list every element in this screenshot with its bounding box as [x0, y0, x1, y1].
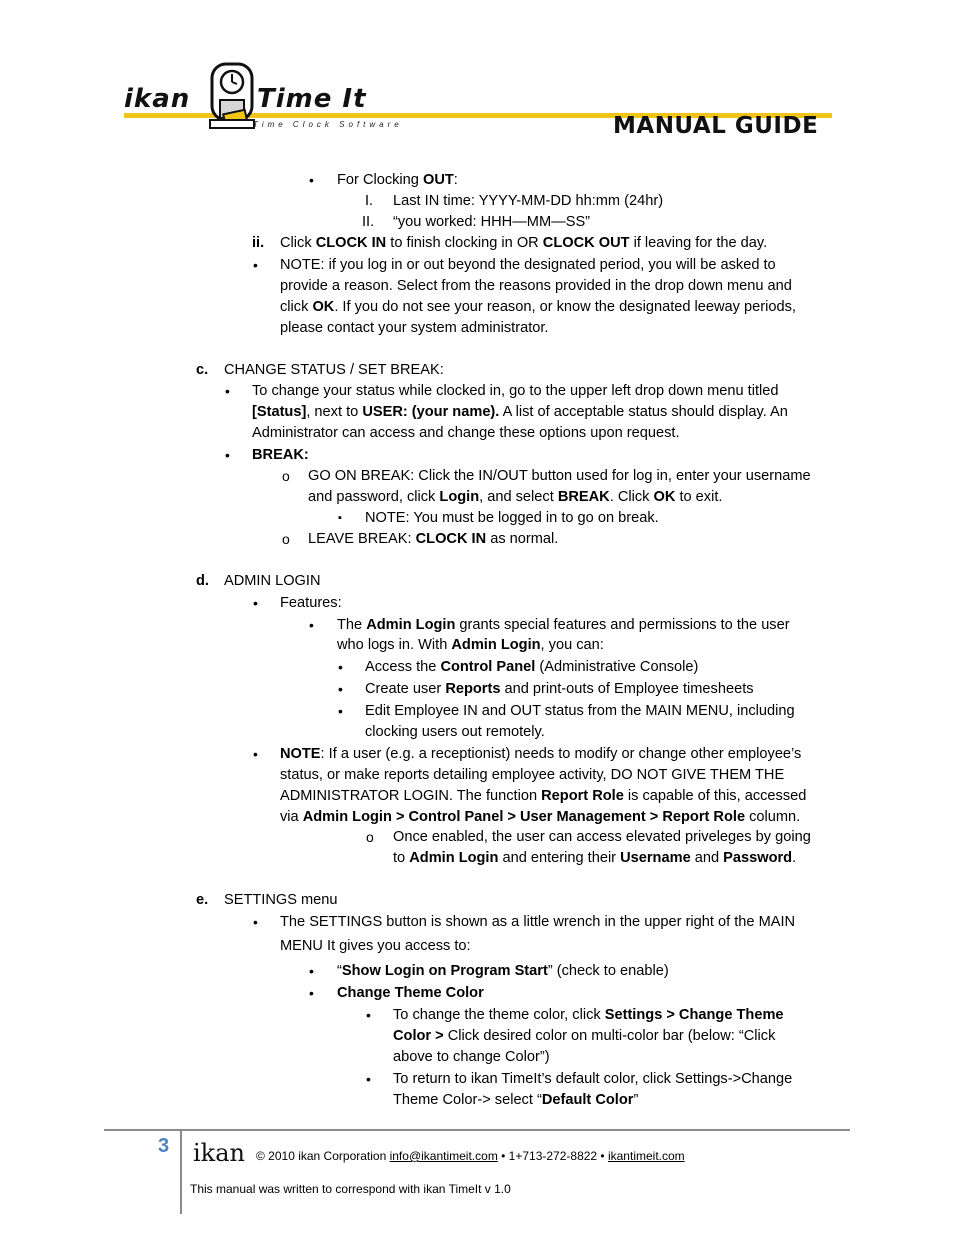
bullet-disc: •: [225, 447, 230, 463]
paragraph-line: to Admin Login and entering their Username and Password.: [393, 850, 797, 866]
bullet-disc: •: [338, 659, 343, 675]
paragraph-line: Color > Click desired color on multi-color bar (below: “Click: [393, 1028, 776, 1044]
paragraph-line: Once enabled, the user can access elevated priveleges by going: [393, 829, 811, 845]
footer-phone: • 1+713-272-8822 •: [497, 1149, 608, 1163]
paragraph-line: [Status], next to USER: (your name). A list of acceptable status should display. An: [252, 404, 788, 420]
paragraph-line: above to change Color”): [393, 1049, 550, 1065]
list-item-break: BREAK:: [252, 447, 309, 463]
list-item-leave-break: LEAVE BREAK: CLOCK IN as normal.: [308, 531, 559, 547]
list-item-click-clock-in: Click CLOCK IN to finish clocking in OR CLOCK OUT if leaving for the day.: [280, 235, 768, 251]
note-paragraph-line: please contact your system administrator.: [280, 320, 549, 336]
section-heading-settings: SETTINGS menu: [224, 892, 338, 908]
list-item-features: Features:: [280, 595, 342, 611]
list-item-show-login: “Show Login on Program Start” (check to enable): [337, 963, 669, 979]
bullet-square: ▪: [338, 512, 342, 524]
bullet-circle: o: [282, 531, 290, 547]
bullet-disc: •: [309, 172, 314, 188]
list-item-you-worked: “you worked: HHH—MM—SS”: [393, 214, 591, 230]
list-item-reports: Create user Reports and print-outs of Employee timesheets: [365, 681, 754, 697]
bullet-circle: o: [282, 468, 290, 484]
bullet-disc: •: [366, 1071, 371, 1087]
footer-vertical-divider: [180, 1131, 182, 1214]
paragraph-line: and password, click Login, and select BREAK. Click OK to exit.: [308, 489, 723, 505]
logo-tagline: Time Clock Software: [253, 120, 403, 129]
bullet-circle: o: [366, 829, 374, 845]
paragraph-line: To return to ikan TimeIt’s default color, click Settings->Change: [393, 1071, 793, 1087]
list-item-last-in: Last IN time: YYYY-MM-DD hh:mm (24hr): [393, 193, 664, 209]
paragraph-line: To change the theme color, click Settings > Change Theme: [393, 1007, 784, 1023]
list-item-control-panel: Access the Control Panel (Administrative Console): [365, 659, 699, 675]
footer-website-link[interactable]: ikantimeit.com: [607, 1149, 685, 1163]
note-paragraph-line: via Admin Login > Control Panel > User Management > Report Role column.: [280, 809, 801, 825]
bullet-disc: •: [309, 963, 314, 979]
list-number: I.: [365, 193, 374, 209]
document-title: MANUAL GUIDE: [613, 113, 819, 139]
section-letter: d.: [196, 573, 209, 589]
section-letter: c.: [196, 362, 209, 378]
footer-contact-line: [256, 1149, 685, 1164]
note-paragraph-line: status, or make reports detailing employee activity, DO NOT GIVE THEM THE: [280, 767, 785, 783]
list-item-edit-status-cont: clocking users out remotely.: [365, 724, 545, 740]
bullet-disc: •: [309, 617, 314, 633]
paragraph-line: who logs in. With Admin Login, you can:: [337, 637, 604, 653]
paragraph-line: To change your status while clocked in, go to the upper left drop down menu titled: [252, 383, 779, 399]
bullet-disc: •: [253, 746, 258, 762]
note-paragraph-line: NOTE: If a user (e.g. a receptionist) needs to modify or change other employee’s: [280, 746, 802, 762]
note-paragraph-line: NOTE: if you log in or out beyond the designated period, you will be asked to: [280, 257, 776, 273]
paragraph-line: Theme Color-> select “Default Color”: [393, 1092, 639, 1108]
list-item-clocking-out: For Clocking OUT:: [337, 172, 458, 188]
list-number: ii.: [252, 235, 265, 251]
footer-email-link[interactable]: info@ikantimeit.com: [389, 1149, 498, 1163]
bullet-disc: •: [253, 257, 258, 273]
logo-ikan-text: ikan: [124, 84, 191, 114]
paragraph-line: MENU It gives you access to:: [280, 938, 471, 954]
note-paragraph-line: ADMINISTRATOR LOGIN. The function Report Role is capable of this, accessed: [280, 788, 807, 804]
bullet-disc: •: [225, 383, 230, 399]
paragraph-line: The SETTINGS button is shown as a little wrench in the upper right of the MAIN: [280, 914, 796, 930]
list-number: II.: [362, 214, 375, 230]
paragraph-line: GO ON BREAK: Click the IN/OUT button used for log in, enter your username: [308, 468, 811, 484]
section-heading-change-status: CHANGE STATUS / SET BREAK:: [224, 362, 444, 378]
paragraph-line: The Admin Login grants special features and permissions to the user: [337, 617, 790, 633]
paragraph-line: Administrator can access and change these options upon request.: [252, 425, 680, 441]
note-paragraph-line: click OK. If you do not see your reason, or know the designated leeway periods,: [280, 299, 796, 315]
logo-time-it-text: Time It: [257, 84, 367, 114]
section-letter: e.: [196, 892, 209, 908]
bullet-disc: •: [253, 914, 258, 930]
footer-logo: ikan: [193, 1139, 245, 1167]
bullet-disc: •: [366, 1007, 371, 1023]
note-paragraph-line: provide a reason. Select from the reasons provided in the drop down menu and: [280, 278, 792, 294]
bullet-disc: •: [338, 703, 343, 719]
list-item-change-theme: Change Theme Color: [337, 985, 484, 1001]
list-item-edit-status: Edit Employee IN and OUT status from the MAIN MENU, including: [365, 703, 795, 719]
bullet-disc: •: [253, 595, 258, 611]
page-number: 3: [158, 1135, 170, 1157]
footer-version-note: This manual was written to correspond with ikan TimeIt v 1.0: [190, 1182, 511, 1196]
clock-logo-icon: [206, 60, 258, 134]
footer-divider: [104, 1129, 850, 1131]
footer-copyright: © 2010 ikan Corporation: [256, 1149, 390, 1163]
section-heading-admin-login: ADMIN LOGIN: [224, 573, 321, 589]
bullet-disc: •: [338, 681, 343, 697]
bullet-disc: •: [309, 985, 314, 1001]
note-break-login: NOTE: You must be logged in to go on break.: [365, 510, 659, 526]
